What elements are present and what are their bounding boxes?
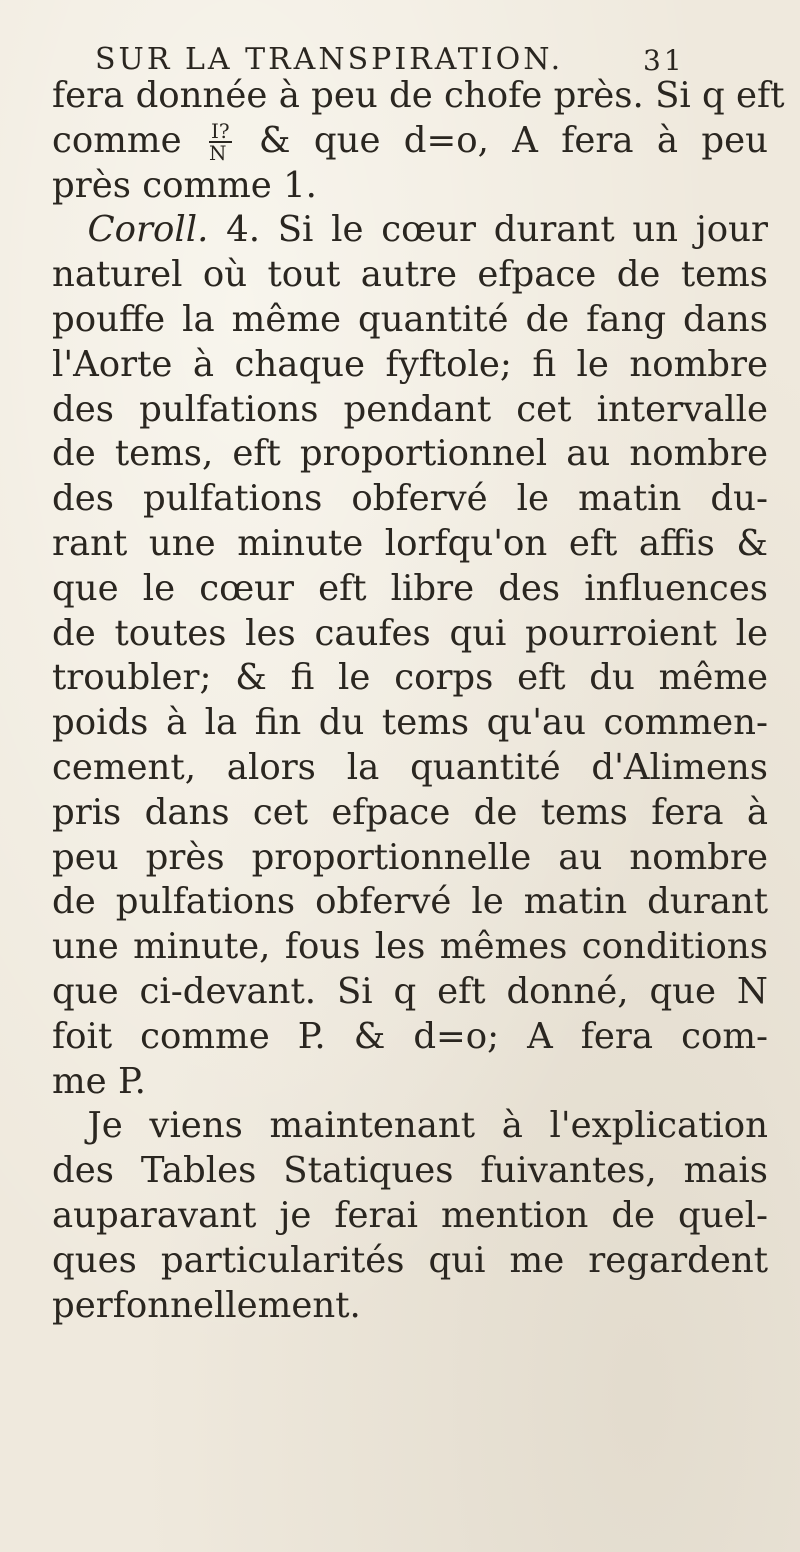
text-line: de pulfations obfervé le matin durant <box>52 881 768 923</box>
fraction-denominator: N <box>208 141 227 166</box>
text-line: perfonnellement. <box>52 1284 361 1326</box>
text-line: de toutes les caufes qui pourroient le <box>52 612 768 654</box>
page-number: 31 <box>643 44 685 77</box>
text-fragment: comme <box>52 119 182 161</box>
text-line: peu près proportionnelle au nombre <box>52 836 768 878</box>
text-line: des Tables Statiques fuivantes, mais <box>52 1150 768 1192</box>
text-line <box>52 1104 768 1149</box>
text-line <box>52 119 768 164</box>
text-line: pouffe la même quantité de fang dans <box>52 298 768 340</box>
text-line: poids à la fin du tems qu'au commen- <box>52 702 768 744</box>
text-line: des pulfations pendant cet intervalle <box>52 388 768 430</box>
text-line: des pulfations obfervé le matin du- <box>52 478 768 520</box>
text-fragment: & que d=o, A fera à peu <box>258 119 768 161</box>
text-line: troubler; & fi le corps eft du même <box>52 657 768 699</box>
text-line: pris dans cet efpace de tems fera à <box>52 791 768 833</box>
text-line: fera donnée à peu de chofe près. Si q eft <box>52 75 785 116</box>
text-fragment: 4. Si le cœur durant un jour <box>226 209 768 251</box>
text-line: l'Aorte à chaque fyftole; fi le nombre <box>52 343 768 385</box>
fraction-numerator: I? <box>210 119 230 144</box>
text-line: ques particularités qui me regardent <box>52 1239 768 1281</box>
text-line <box>52 208 768 253</box>
text-line: que le cœur eft libre des influences <box>52 567 768 609</box>
text-line: cement, alors la quantité d'Alimens <box>52 746 768 788</box>
text-line: foit comme P. & d=o; A fera com- <box>52 1015 768 1057</box>
text-line: naturel où tout autre efpace de tems <box>52 254 768 296</box>
text-fragment: Je viens maintenant à l'explication <box>87 1105 768 1147</box>
text-line: auparavant je ferai mention de quel- <box>52 1194 768 1236</box>
text-line: près comme 1. <box>52 164 317 206</box>
text-line: rant une minute lorfqu'on eft affis & <box>52 522 768 564</box>
text-line: me P. <box>52 1060 146 1102</box>
text-line: de tems, eft proportionnel au nombre <box>52 433 768 475</box>
running-title: SUR LA TRANSPIRATION. <box>95 42 564 77</box>
text-line: une minute, fous les mêmes conditions <box>52 926 768 968</box>
body-text <box>52 74 785 1328</box>
fraction <box>208 119 232 166</box>
corollary-label: Coroll. <box>87 209 209 251</box>
text-line: que ci-devant. Si q eft donné, que N <box>52 970 768 1012</box>
